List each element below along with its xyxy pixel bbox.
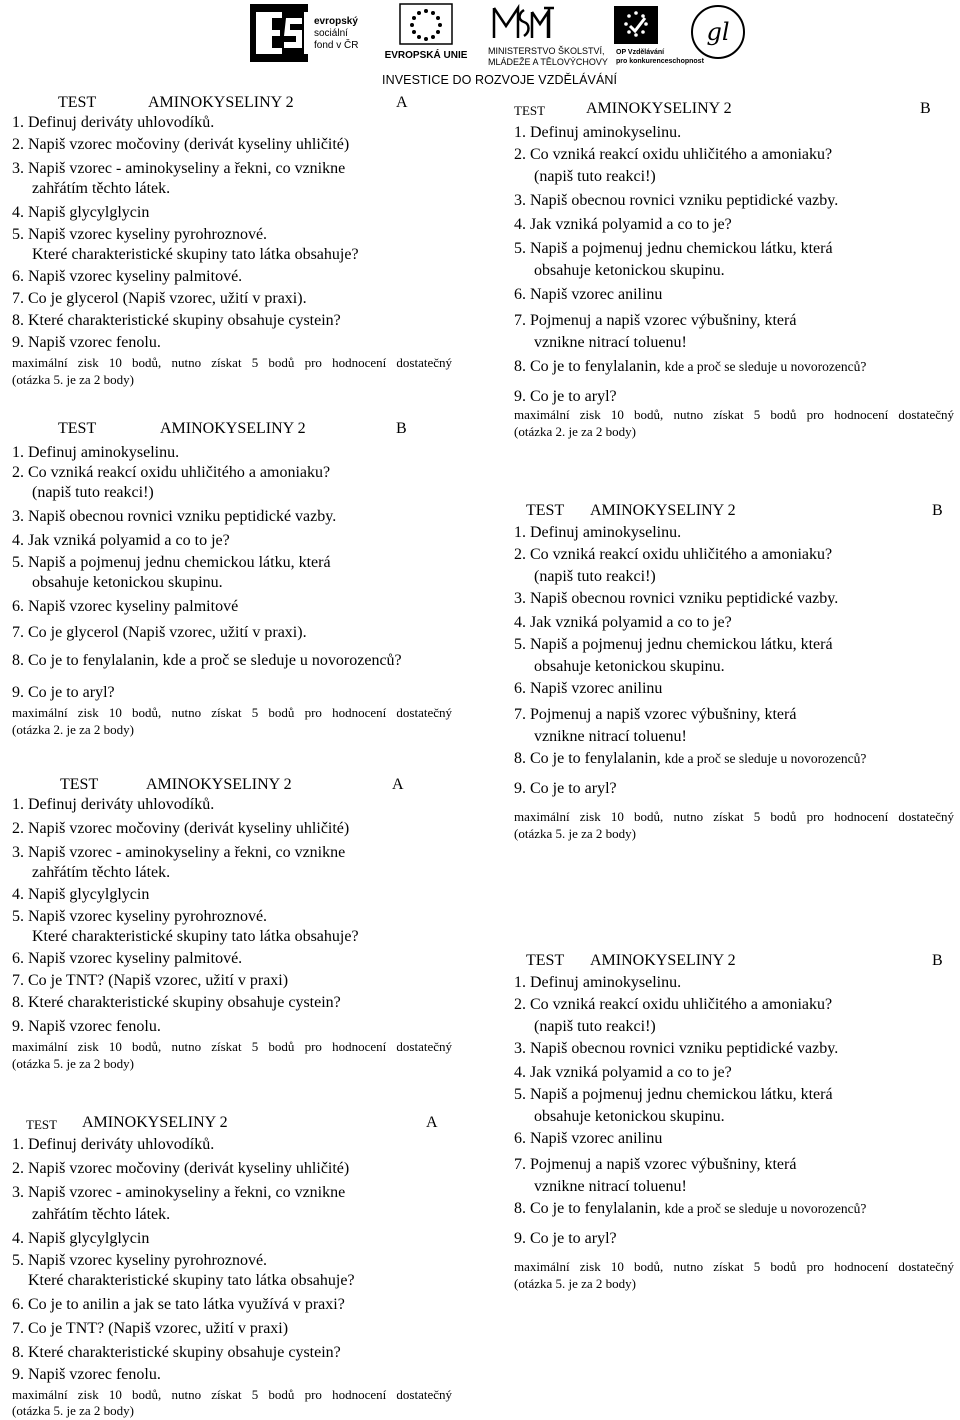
question-2-cont: (napiš tuto reakci!) [534, 568, 656, 585]
question-7: 7. Co je glycerol (Napiš vzorec, užití v praxi). [12, 290, 307, 307]
title-subject: AMINOKYSELINY 2 [82, 1114, 228, 1131]
score-note-detail: (otázka 5. je za 2 body) [12, 1403, 135, 1418]
question-2-cont: (napiš tuto reakci!) [534, 168, 656, 185]
question-8 [514, 750, 866, 768]
question-1: 1. Definuj aminokyselinu. [514, 974, 682, 991]
title-test: TEST [60, 776, 99, 793]
question-1: 1. Definuj deriváty uhlovodíků. [12, 796, 215, 813]
question-9: 9. Napiš vzorec fenolu. [12, 1366, 161, 1383]
question-5-cont: obsahuje ketonickou skupinu. [534, 658, 725, 675]
question-4: 4. Jak vzniká polyamid a co to je? [514, 1064, 732, 1081]
question-1: 1. Definuj aminokyselinu. [514, 524, 682, 541]
score-note: maximální zisk 10 bodů, nutno získat 5 bodů pro hodnocení dostatečný [12, 1387, 452, 1402]
score-note-detail: (otázka 5. je za 2 body) [514, 826, 637, 841]
question-5-cont: Které charakteristické skupiny tato látka obsahuje? [32, 246, 359, 263]
question-7-cont: vznikne nitrací toluenu! [534, 728, 687, 745]
question-2: 2. Napiš vzorec močoviny (derivát kyseliny uhličité) [12, 136, 350, 153]
question-8-part1: 8. Co je to fenylalanin, [514, 358, 661, 375]
question-3: 3. Napiš vzorec - aminokyseliny a řekni, co vznikne [12, 160, 346, 177]
title-test: TEST [526, 502, 565, 519]
eu-flag-logo [380, 4, 472, 62]
question-7: 7. Co je glycerol (Napiš vzorec, užití v praxi). [12, 624, 307, 641]
question-8: 8. Které charakteristické skupiny obsahuje cystein? [12, 1344, 341, 1361]
score-note-detail: (otázka 5. je za 2 body) [514, 1276, 637, 1291]
question-7: 7. Pojmenuj a napiš vzorec výbušniny, která [514, 1156, 797, 1173]
gl-text: gl [706, 18, 730, 46]
msmt-logo [488, 4, 608, 68]
title-subject: AMINOKYSELINY 2 [146, 776, 292, 793]
score-note-detail: (otázka 2. je za 2 body) [12, 722, 135, 737]
title-test: TEST [26, 1117, 58, 1132]
title-subject: AMINOKYSELINY 2 [148, 94, 294, 111]
question-8: 8. Co je to fenylalanin, kde a proč se sleduje u novorozenců? [12, 652, 402, 669]
title-variant: B [396, 420, 407, 437]
score-note-detail: (otázka 5. je za 2 body) [12, 372, 135, 387]
question-8 [514, 358, 866, 376]
question-5: 5. Napiš vzorec kyseliny pyrohroznové. [12, 1252, 268, 1269]
question-7: 7. Pojmenuj a napiš vzorec výbušniny, která [514, 706, 797, 723]
question-4: 4. Jak vzniká polyamid a co to je? [514, 614, 732, 631]
title-variant: A [392, 776, 404, 793]
esf-text-2: sociální [314, 28, 348, 39]
score-note: maximální zisk 10 bodů, nutno získat 5 bodů pro hodnocení dostatečný [12, 705, 452, 720]
question-7: 7. Pojmenuj a napiš vzorec výbušniny, která [514, 312, 797, 329]
question-3-cont: zahřátím těchto látek. [32, 1206, 171, 1223]
question-9: 9. Co je to aryl? [12, 684, 115, 701]
question-6: 6. Napiš vzorec kyseliny palmitové. [12, 268, 243, 285]
title-subject: AMINOKYSELINY 2 [160, 420, 306, 437]
logo-header [250, 0, 750, 92]
score-note: maximální zisk 10 bodů, nutno získat 5 bodů pro hodnocení dostatečný [12, 1039, 452, 1054]
question-4: 4. Napiš glycylglycin [12, 886, 150, 903]
question-4: 4. Jak vzniká polyamid a co to je? [514, 216, 732, 233]
op-text-2: pro konkurenceschopnost [616, 58, 704, 65]
question-6: 6. Napiš vzorec anilinu [514, 1130, 663, 1147]
question-8: 8. Které charakteristické skupiny obsahuje cystein? [12, 312, 341, 329]
score-note: maximální zisk 10 bodů, nutno získat 5 bodů pro hodnocení dostatečný [12, 355, 452, 370]
question-9: 9. Co je to aryl? [514, 388, 617, 405]
title-variant: B [932, 502, 943, 519]
title-test: TEST [514, 103, 546, 118]
title-variant: B [920, 100, 931, 117]
title-subject: AMINOKYSELINY 2 [586, 100, 732, 117]
question-8-part1: 8. Co je to fenylalanin, [514, 750, 661, 767]
question-8 [514, 1200, 866, 1218]
question-3: 3. Napiš obecnou rovnici vzniku peptidické vazby. [514, 192, 839, 209]
title-variant: B [932, 952, 943, 969]
question-5: 5. Napiš a pojmenuj jednu chemickou látku, která [514, 636, 833, 653]
question-2-cont: (napiš tuto reakci!) [534, 1018, 656, 1035]
question-8-part2: kde a proč se sleduje u novorozenců? [664, 359, 867, 374]
op-text-1: OP Vzdělávání [616, 49, 665, 56]
question-5-cont: obsahuje ketonickou skupinu. [534, 1108, 725, 1125]
question-5-cont: Které charakteristické skupiny tato látka obsahuje? [32, 928, 359, 945]
question-8-part1: 8. Co je to fenylalanin, [514, 1200, 661, 1217]
question-9: 9. Co je to aryl? [514, 1230, 617, 1247]
question-1: 1. Definuj aminokyselinu. [12, 444, 180, 461]
question-1: 1. Definuj deriváty uhlovodíků. [12, 114, 215, 131]
question-2: 2. Napiš vzorec močoviny (derivát kyseliny uhličité) [12, 1160, 350, 1177]
question-6: 6. Napiš vzorec anilinu [514, 286, 663, 303]
question-5-cont: obsahuje ketonickou skupinu. [32, 574, 223, 591]
score-note-detail: (otázka 2. je za 2 body) [514, 424, 637, 439]
question-3: 3. Napiš obecnou rovnici vzniku peptidické vazby. [514, 590, 839, 607]
question-7-cont: vznikne nitrací toluenu! [534, 1178, 687, 1195]
title-variant: A [396, 94, 408, 111]
title-test: TEST [58, 420, 97, 437]
question-2-cont: (napiš tuto reakci!) [32, 484, 154, 501]
title-subject: AMINOKYSELINY 2 [590, 502, 736, 519]
question-6: 6. Co je to anilin a jak se tato látka využívá v praxi? [12, 1296, 345, 1313]
question-3: 3. Napiš vzorec - aminokyseliny a řekni, co vznikne [12, 1184, 346, 1201]
question-4: 4. Jak vzniká polyamid a co to je? [12, 532, 230, 549]
question-5: 5. Napiš a pojmenuj jednu chemickou látku, která [514, 240, 833, 257]
question-9: 9. Napiš vzorec fenolu. [12, 1018, 161, 1035]
question-6: 6. Napiš vzorec kyseliny palmitové [12, 598, 239, 615]
question-6: 6. Napiš vzorec kyseliny palmitové. [12, 950, 243, 967]
score-note: maximální zisk 10 bodů, nutno získat 5 bodů pro hodnocení dostatečný [514, 1259, 954, 1274]
question-3: 3. Napiš obecnou rovnici vzniku peptidické vazby. [12, 508, 337, 525]
question-1: 1. Definuj deriváty uhlovodíků. [12, 1136, 215, 1153]
question-5-cont: obsahuje ketonickou skupinu. [534, 262, 725, 279]
question-5: 5. Napiš a pojmenuj jednu chemickou látku, která [12, 554, 331, 571]
question-5-cont: Které charakteristické skupiny tato látka obsahuje? [28, 1272, 355, 1289]
question-7: 7. Co je TNT? (Napiš vzorec, užití v praxi) [12, 972, 289, 989]
question-8-part2: kde a proč se sleduje u novorozenců? [664, 1201, 867, 1216]
msmt-text-2: MLÁDEŽE A TĚLOVÝCHOVY [488, 57, 608, 67]
question-3-cont: zahřátím těchto látek. [32, 864, 171, 881]
question-6: 6. Napiš vzorec anilinu [514, 680, 663, 697]
question-5: 5. Napiš a pojmenuj jednu chemickou látku, která [514, 1086, 833, 1103]
esf-text-1: evropský [314, 16, 358, 27]
gl-logo [690, 4, 746, 60]
question-9: 9. Co je to aryl? [514, 780, 617, 797]
question-2: 2. Co vzniká reakcí oxidu uhličitého a amoniaku? [514, 996, 833, 1013]
question-8-part2: kde a proč se sleduje u novorozenců? [664, 751, 867, 766]
eu-text: EVROPSKÁ UNIE [384, 50, 468, 61]
tagline: INVESTICE DO ROZVOJE VZDĚLÁVÁNÍ [382, 73, 618, 87]
question-3: 3. Napiš obecnou rovnici vzniku peptidické vazby. [514, 1040, 839, 1057]
question-7-cont: vznikne nitrací toluenu! [534, 334, 687, 351]
question-3: 3. Napiš vzorec - aminokyseliny a řekni, co vznikne [12, 844, 346, 861]
title-test: TEST [58, 94, 97, 111]
question-7: 7. Co je TNT? (Napiš vzorec, užití v praxi) [12, 1320, 289, 1337]
op-vk-logo [612, 4, 704, 66]
question-8: 8. Které charakteristické skupiny obsahuje cystein? [12, 994, 341, 1011]
msmt-text-1: MINISTERSTVO ŠKOLSTVÍ, [488, 46, 605, 56]
question-2: 2. Co vzniká reakcí oxidu uhličitého a amoniaku? [514, 146, 833, 163]
question-1: 1. Definuj aminokyselinu. [514, 124, 682, 141]
question-3-cont: zahřátím těchto látek. [32, 180, 171, 197]
title-subject: AMINOKYSELINY 2 [590, 952, 736, 969]
score-note-detail: (otázka 5. je za 2 body) [12, 1056, 135, 1071]
question-2: 2. Napiš vzorec močoviny (derivát kyseliny uhličité) [12, 820, 350, 837]
esf-logo [250, 4, 375, 62]
score-note: maximální zisk 10 bodů, nutno získat 5 bodů pro hodnocení dostatečný [514, 407, 954, 422]
question-5: 5. Napiš vzorec kyseliny pyrohroznové. [12, 226, 268, 243]
question-2: 2. Co vzniká reakcí oxidu uhličitého a amoniaku? [514, 546, 833, 563]
score-note: maximální zisk 10 bodů, nutno získat 5 bodů pro hodnocení dostatečný [514, 809, 954, 824]
esf-text-3: fond v ČR [314, 40, 359, 51]
question-2: 2. Co vzniká reakcí oxidu uhličitého a amoniaku? [12, 464, 331, 481]
question-4: 4. Napiš glycylglycin [12, 204, 150, 221]
title-test: TEST [526, 952, 565, 969]
question-5: 5. Napiš vzorec kyseliny pyrohroznové. [12, 908, 268, 925]
question-4: 4. Napiš glycylglycin [12, 1230, 150, 1247]
title-variant: A [426, 1114, 438, 1131]
question-9: 9. Napiš vzorec fenolu. [12, 334, 161, 351]
